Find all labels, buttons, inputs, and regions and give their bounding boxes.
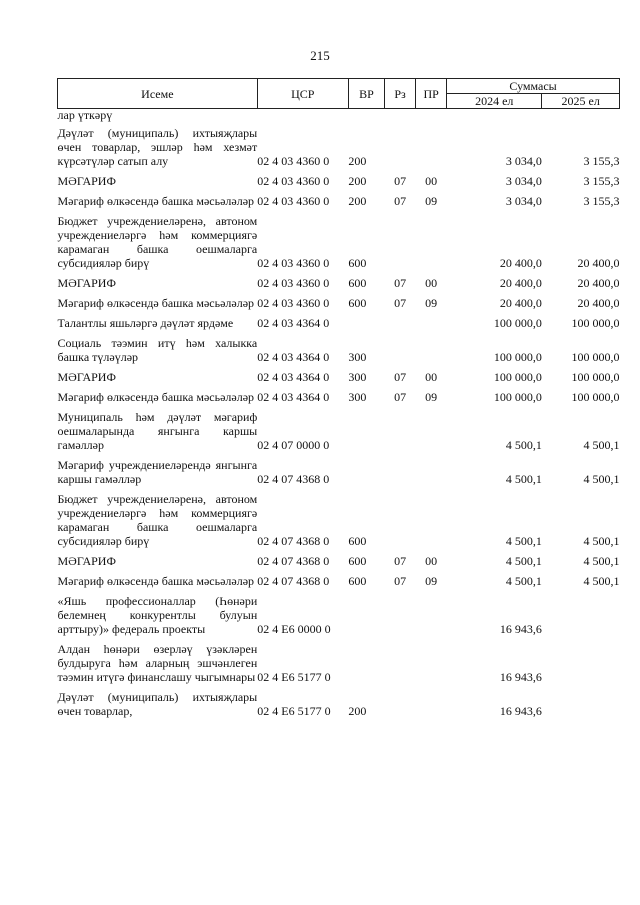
row-vr: 600 — [348, 574, 367, 588]
row-sum-2024: 3 034,0 — [505, 174, 542, 188]
row-vr: 600 — [348, 554, 367, 568]
row-vr — [348, 639, 384, 687]
row-name: Бюджет учреждениеләренә, автоном учреждениеләргә һәм коммерциягә карамаган башка оешмаларга субсидияләр бирү — [57, 214, 258, 270]
row-name: Мәгариф учреждениеләрендә янгынга каршы гамәлләр — [57, 458, 258, 486]
row-sum-2025: 100 000,0 — [571, 316, 620, 330]
row-pr: 00 — [425, 370, 438, 384]
row-pr — [416, 313, 447, 333]
row-name: Талантлы яшьләргә дәүләт ярдәме — [57, 316, 234, 330]
row-vr: 300 — [348, 370, 367, 384]
row-sum-2025 — [542, 591, 620, 639]
row-sum-2025: 20 400,0 — [577, 256, 620, 270]
row-sum-2024: 3 034,0 — [505, 194, 542, 208]
table-body — [58, 109, 620, 722]
row-csr: 02 4 07 4368 0 — [257, 574, 330, 588]
row-name: Муниципаль һәм дәүләт мәгариф оешмаларында янгынга каршы гамәлләр — [57, 410, 258, 452]
row-pr: 09 — [425, 296, 438, 310]
header-year-2025: 2025 ел — [542, 94, 620, 109]
row-sum-2025: 100 000,0 — [571, 350, 620, 364]
header-pr: ПР — [416, 79, 447, 109]
row-pr: 00 — [425, 174, 438, 188]
row-csr: 02 4 03 4360 0 — [257, 154, 330, 168]
row-pr: 09 — [425, 574, 438, 588]
row-sum-2024: 20 400,0 — [499, 276, 542, 290]
row-sum-2024: 100 000,0 — [493, 390, 542, 404]
row-vr — [348, 109, 384, 124]
row-csr: 02 4 07 0000 0 — [257, 438, 330, 452]
row-sum-2025: 3 155,3 — [583, 154, 620, 168]
table-row — [58, 407, 620, 455]
row-name: МӘГАРИФ — [57, 370, 116, 384]
row-sum-2024: 4 500,1 — [505, 534, 542, 548]
row-vr: 200 — [348, 154, 367, 168]
row-rz — [385, 639, 416, 687]
row-sum-2024 — [447, 109, 542, 124]
row-pr: 00 — [425, 276, 438, 290]
row-csr: 02 4 03 4360 0 — [257, 194, 330, 208]
row-sum-2024: 20 400,0 — [499, 256, 542, 270]
row-sum-2024: 4 500,1 — [505, 554, 542, 568]
table-row — [58, 123, 620, 171]
row-sum-2024: 20 400,0 — [499, 296, 542, 310]
row-pr — [416, 407, 447, 455]
row-vr: 600 — [348, 534, 367, 548]
table-row — [58, 455, 620, 489]
row-name: МӘГАРИФ — [57, 276, 116, 290]
row-sum-2025: 20 400,0 — [577, 296, 620, 310]
row-vr — [348, 455, 384, 489]
row-rz: 07 — [394, 574, 407, 588]
row-name: Мәгариф өлкәсендә башка мәсьәләләр — [57, 390, 255, 404]
table-header — [58, 79, 620, 109]
row-rz — [385, 313, 416, 333]
header-year-2024: 2024 ел — [447, 94, 542, 109]
row-pr — [416, 591, 447, 639]
row-csr — [257, 109, 348, 124]
row-csr: 02 4 03 4364 0 — [257, 370, 330, 384]
table-row — [58, 333, 620, 367]
row-rz — [385, 407, 416, 455]
row-sum-2025 — [542, 109, 620, 124]
budget-table — [57, 78, 620, 721]
row-pr — [416, 455, 447, 489]
row-rz — [385, 333, 416, 367]
row-pr: 09 — [425, 194, 438, 208]
row-name: МӘГАРИФ — [57, 554, 116, 568]
row-name: лар үткәрү — [57, 108, 113, 122]
row-vr — [348, 407, 384, 455]
row-csr: 02 4 Е6 5177 0 — [257, 670, 331, 684]
row-rz — [385, 687, 416, 721]
row-vr: 600 — [348, 256, 367, 270]
row-sum-2024: 4 500,1 — [505, 574, 542, 588]
table-row — [58, 367, 620, 387]
table-row — [58, 109, 620, 124]
row-pr — [416, 333, 447, 367]
row-pr — [416, 639, 447, 687]
table-row — [58, 591, 620, 639]
row-name: Мәгариф өлкәсендә башка мәсьәләләр — [57, 296, 255, 310]
row-vr: 200 — [348, 704, 367, 718]
row-pr: 09 — [425, 390, 438, 404]
row-rz: 07 — [394, 276, 407, 290]
row-csr: 02 4 03 4360 0 — [257, 256, 330, 270]
row-pr — [416, 211, 447, 273]
row-sum-2025 — [542, 687, 620, 721]
table-row — [58, 551, 620, 571]
row-rz — [385, 489, 416, 551]
table-row — [58, 293, 620, 313]
row-sum-2025: 3 155,3 — [583, 174, 620, 188]
row-sum-2024: 16 943,6 — [499, 670, 542, 684]
row-sum-2025: 20 400,0 — [577, 276, 620, 290]
row-sum-2024: 16 943,6 — [499, 704, 542, 718]
row-sum-2025 — [542, 639, 620, 687]
row-rz — [385, 123, 416, 171]
header-csr: ЦСР — [257, 79, 348, 109]
table-row — [58, 639, 620, 687]
row-name: Бюджет учреждениеләренә, автоном учреждениеләргә һәм коммерциягә карамаган башка оешмаларга субсидияләр бирү — [57, 492, 258, 548]
row-name: МӘГАРИФ — [57, 174, 116, 188]
row-csr: 02 4 03 4360 0 — [257, 174, 330, 188]
row-csr: 02 4 07 4368 0 — [257, 534, 330, 548]
row-vr: 300 — [348, 350, 367, 364]
header-name: Исеме — [58, 79, 258, 109]
row-csr: 02 4 03 4360 0 — [257, 296, 330, 310]
row-sum-2025: 4 500,1 — [583, 574, 620, 588]
row-rz — [385, 109, 416, 124]
row-name: Алдан һөнәри өзерләү үзәкләрен булдыруга һәм аларның эшчәнлеген тәэмин итүгә финанслашу чыгымнары — [57, 642, 258, 684]
row-sum-2024: 4 500,1 — [505, 472, 542, 486]
table-row — [58, 211, 620, 273]
row-vr: 600 — [348, 296, 367, 310]
row-sum-2024: 100 000,0 — [493, 350, 542, 364]
row-rz — [385, 455, 416, 489]
row-sum-2025: 100 000,0 — [571, 390, 620, 404]
row-vr — [348, 591, 384, 639]
row-sum-2025: 100 000,0 — [571, 370, 620, 384]
row-sum-2025: 4 500,1 — [583, 554, 620, 568]
row-rz: 07 — [394, 174, 407, 188]
row-name: Социаль тәэмин итү һәм халыкка башка түләүләр — [57, 336, 258, 364]
row-sum-2024: 4 500,1 — [505, 438, 542, 452]
row-rz: 07 — [394, 296, 407, 310]
table-row — [58, 171, 620, 191]
row-vr: 200 — [348, 174, 367, 188]
header-sums: Суммасы — [447, 79, 620, 94]
table-row — [58, 687, 620, 721]
row-csr: 02 4 07 4368 0 — [257, 554, 330, 568]
row-sum-2025: 4 500,1 — [583, 534, 620, 548]
table-row — [58, 387, 620, 407]
row-csr: 02 4 03 4364 0 — [257, 390, 330, 404]
row-rz: 07 — [394, 194, 407, 208]
row-sum-2024: 16 943,6 — [499, 622, 542, 636]
row-name: Мәгариф өлкәсендә башка мәсьәләләр — [57, 574, 255, 588]
table-row — [58, 191, 620, 211]
row-vr: 300 — [348, 390, 367, 404]
table-row — [58, 313, 620, 333]
table-row — [58, 489, 620, 551]
row-sum-2024: 100 000,0 — [493, 316, 542, 330]
header-vr: ВР — [348, 79, 384, 109]
row-name: Дәүләт (муниципаль) ихтыяҗлары өчен товарлар, эшләр һәм хезмәт күрсәтүләр сатып алу — [57, 126, 258, 168]
row-rz: 07 — [394, 370, 407, 384]
row-csr: 02 4 07 4368 0 — [257, 472, 330, 486]
row-rz: 07 — [394, 554, 407, 568]
row-name: «Яшь профессионаллар (Һөнәри белемнең конкурентлы булуын арттыру)» федераль проекты — [57, 594, 258, 636]
row-pr — [416, 123, 447, 171]
row-csr: 02 4 Е6 5177 0 — [257, 704, 331, 718]
table-row — [58, 273, 620, 293]
row-vr: 200 — [348, 194, 367, 208]
page-number: 215 — [310, 48, 330, 63]
row-csr: 02 4 03 4360 0 — [257, 276, 330, 290]
row-name: Мәгариф өлкәсендә башка мәсьәләләр — [57, 194, 255, 208]
row-sum-2025: 4 500,1 — [583, 472, 620, 486]
row-sum-2025: 4 500,1 — [583, 438, 620, 452]
row-csr: 02 4 Е6 0000 0 — [257, 622, 331, 636]
row-vr: 600 — [348, 276, 367, 290]
row-rz: 07 — [394, 390, 407, 404]
row-sum-2024: 100 000,0 — [493, 370, 542, 384]
row-pr — [416, 109, 447, 124]
table-row — [58, 571, 620, 591]
row-pr — [416, 687, 447, 721]
row-sum-2025: 3 155,3 — [583, 194, 620, 208]
row-rz — [385, 591, 416, 639]
row-pr — [416, 489, 447, 551]
row-rz — [385, 211, 416, 273]
header-rz: Рз — [385, 79, 416, 109]
row-csr: 02 4 03 4364 0 — [257, 316, 330, 330]
row-name: Дәүләт (муниципаль) ихтыяҗлары өчен товарлар, — [57, 690, 258, 718]
row-csr: 02 4 03 4364 0 — [257, 350, 330, 364]
row-vr — [348, 313, 384, 333]
row-sum-2024: 3 034,0 — [505, 154, 542, 168]
row-pr: 00 — [425, 554, 438, 568]
